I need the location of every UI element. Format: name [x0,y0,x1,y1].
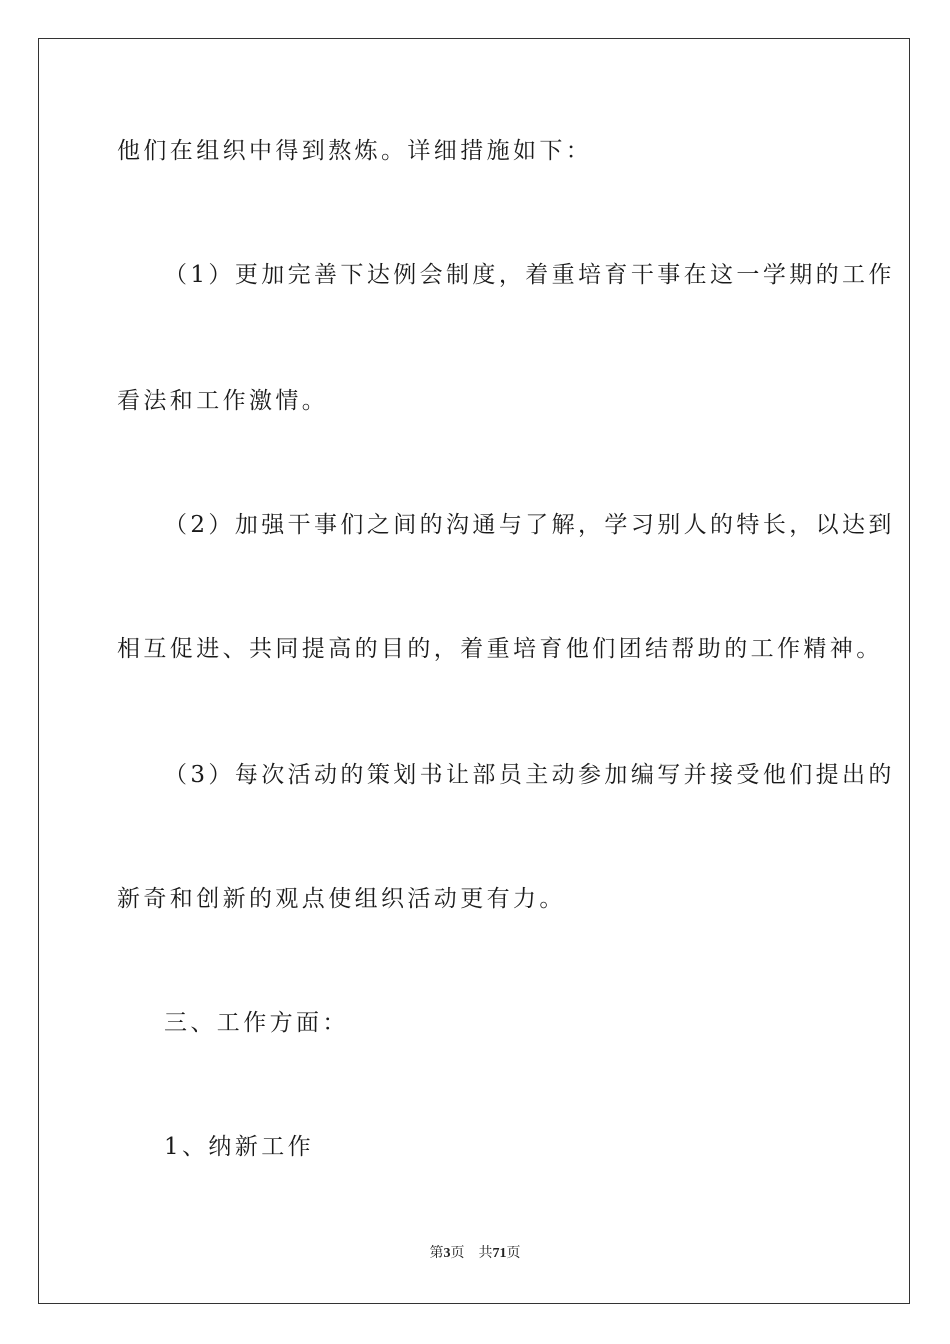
body-text-line: 看法和工作激情。 [117,388,329,414]
footer-current-page: 3 [443,1246,451,1261]
body-text-line: 新奇和创新的观点使组织活动更有力。 [117,886,566,912]
body-text-line: （3）每次活动的策划书让部员主动参加编写并接受他们提出的 [164,762,895,788]
body-text-line: （2）加强干事们之间的沟通与了解，学习别人的特长，以达到 [164,512,895,538]
body-text-line: 他们在组织中得到熬炼。详细措施如下： [117,138,593,164]
page-border [38,38,910,1304]
footer-page-prefix: 第 [429,1246,444,1261]
footer-total-pages: 71 [492,1246,507,1261]
footer-total-prefix: 共 [478,1246,493,1261]
page-footer [0,1245,950,1263]
body-text-line: 相互促进、共同提高的目的，着重培育他们团结帮助的工作精神。 [117,636,883,662]
footer-total-suffix: 页 [506,1246,521,1261]
body-text-line: （1）更加完善下达例会制度，着重培育干事在这一学期的工作 [164,262,895,288]
subsection-heading: 1、纳新工作 [164,1134,315,1160]
section-heading: 三、工作方面： [164,1010,349,1036]
footer-page-suffix: 页 [450,1246,465,1261]
